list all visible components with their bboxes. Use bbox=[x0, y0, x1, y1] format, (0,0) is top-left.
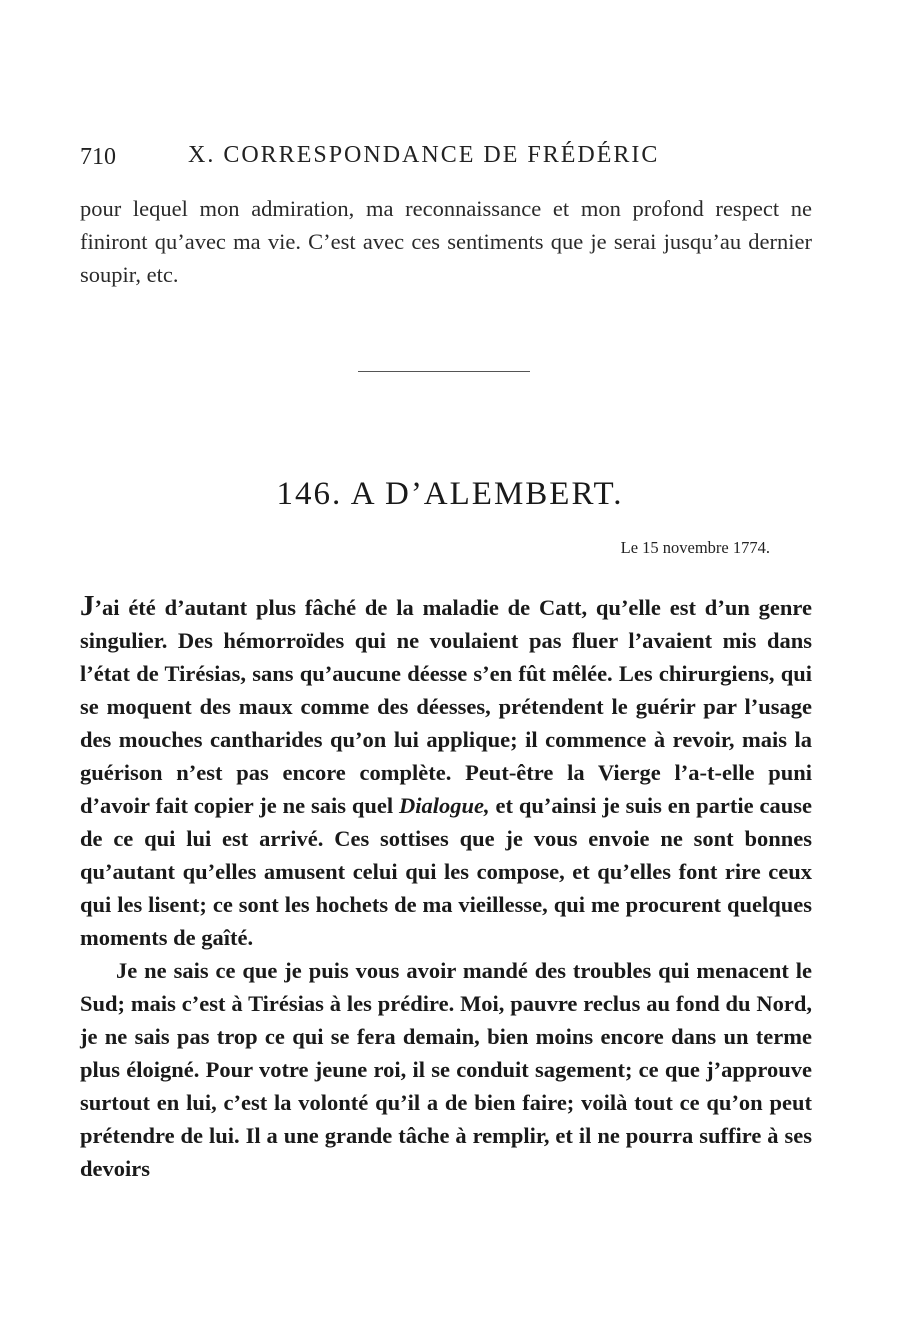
running-title: X. CORRESPONDANCE DE FRÉDÉRIC bbox=[188, 142, 660, 168]
paragraph-1-text-b: et qu’ainsi je suis en partie cause de ce qui lui est arrivé. Ces sottises que je vous envoie ne sont bonnes qu’autant qu’elles amusent celui qui les compose, et qu’elles font rire ceux qui les lisent; ce sont les hochets de ma vieillesse, qui me procurent quelques moments de gaîté. bbox=[80, 793, 813, 950]
letter-dateline: Le 15 novembre 1774. bbox=[620, 538, 770, 557]
continuation-text-block bbox=[80, 192, 812, 291]
letter-body bbox=[80, 590, 812, 1185]
running-head bbox=[80, 142, 720, 178]
italic-title-dialogue: Dialogue, bbox=[399, 793, 490, 818]
section-divider-rule bbox=[358, 371, 530, 372]
paragraph-1-text-a: ’ai été d’autant plus fâché de la maladie de Catt, qu’elle est d’un genre singulier. Des hémorroïdes qui ne voulaient pas fluer l’avaient mis dans l’état de Tirésias, sans qu’aucune déesse s’en fût mêlée. Les chirurgiens, qui se moquent des maux comme des déesses, prétendent le guérir par l’usage des mouches cantharides qu’on lui applique; il commence à revoir, mais la guérison n’est pas encore complète. Peut-être la Vierge l’a-t-elle puni d’avoir fait copier je ne sais quel bbox=[80, 595, 812, 818]
page-number: 710 bbox=[80, 144, 116, 170]
letter-heading: 146. A D’ALEMBERT. bbox=[276, 476, 624, 512]
continuation-paragraph: pour lequel mon admiration, ma reconnaissance et mon profond respect ne finiront qu’avec ma vie. C’est avec ces sentiments que je serai jusqu’au dernier soupir, etc. bbox=[80, 196, 812, 287]
initial-letter: J bbox=[80, 590, 95, 622]
letter-paragraph-1 bbox=[80, 590, 812, 954]
letter-paragraph-2: Je ne sais ce que je puis vous avoir mandé des troubles qui menacent le Sud; mais c’est à Tirésias à les prédire. Moi, pauvre reclus au fond du Nord, je ne sais pas trop ce qui se fera demain, bien moins encore dans un terme plus éloigné. Pour votre jeune roi, il se conduit sagement; ce que j’approuve surtout en lui, c’est la volonté qu’il a de bien faire; voilà tout ce qu’on peut prétendre de lui. Il a une grande tâche à remplir, et il ne pourra suffire à ses devoirs bbox=[80, 958, 812, 1181]
